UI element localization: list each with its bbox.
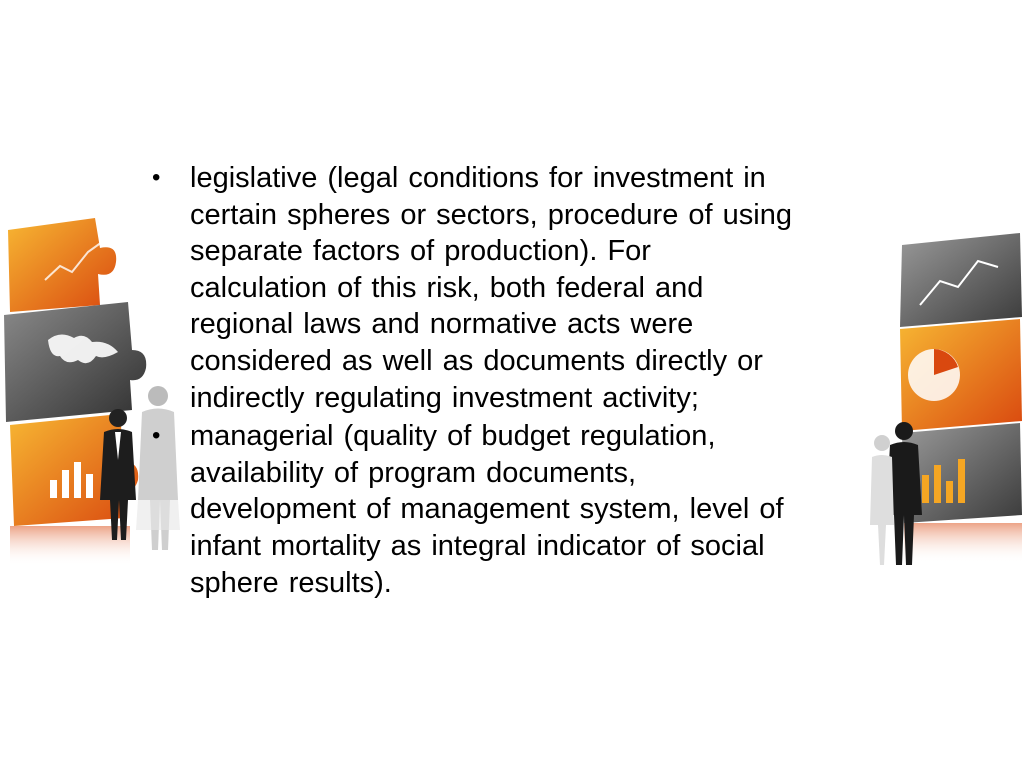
bullet-legislative bbox=[148, 160, 888, 416]
bullet-line: availability of program documents, bbox=[190, 456, 637, 489]
puzzle-business-person-illustration bbox=[870, 225, 1024, 635]
bullet-line: considered as well as documents directly or bbox=[190, 344, 763, 377]
bullet-line: calculation of this risk, both federal and bbox=[190, 271, 704, 304]
bullet-dot: • bbox=[152, 164, 161, 191]
bullet-line: infant mortality as integral indicator of social bbox=[190, 529, 765, 562]
bullet-dot: • bbox=[152, 422, 161, 450]
bullet-managerial bbox=[148, 418, 888, 601]
bullet-line: managerial (quality of budget regulation, bbox=[190, 420, 716, 453]
bullet-line: legislative (legal conditions for investment in bbox=[190, 162, 766, 194]
bullet-line: regional laws and normative acts were bbox=[190, 308, 694, 341]
bullet-line: sphere results). bbox=[190, 566, 392, 599]
bullet-line: development of management system, level of bbox=[190, 493, 784, 526]
bullet-line: certain spheres or sectors, procedure of using bbox=[190, 198, 792, 231]
bullet-list bbox=[148, 160, 888, 601]
bullet-line: separate factors of production). For bbox=[190, 235, 651, 268]
bullet-line: indirectly regulating investment activity; bbox=[190, 381, 699, 414]
